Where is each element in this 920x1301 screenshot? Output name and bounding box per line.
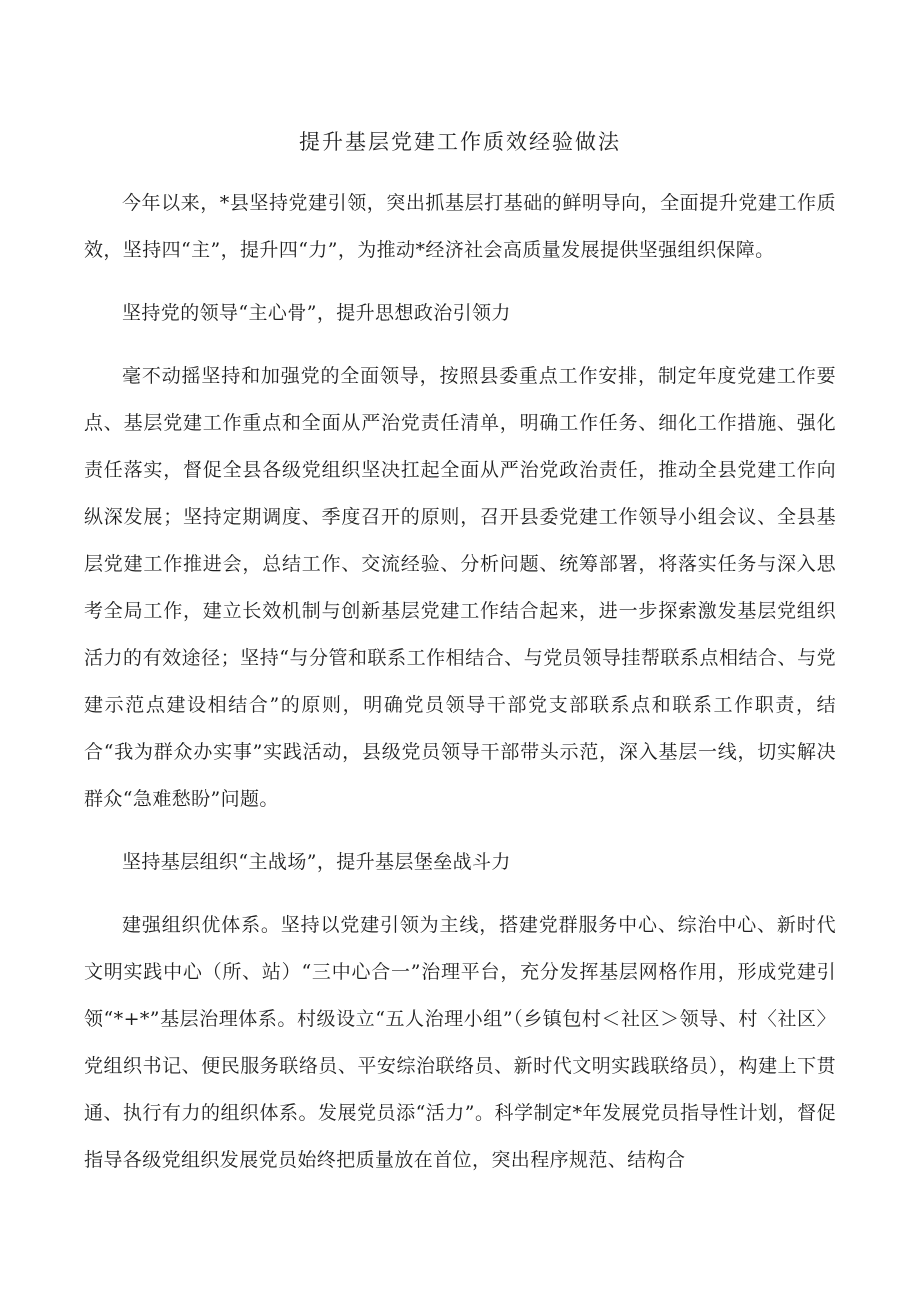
paragraph-section-1: 毫不动摇坚持和加强党的全面领导，按照县委重点工作安排，制定年度党建工作要点、基层党建工作重点和全面从严治党责任清单，明确工作任务、细化工作措施、强化责任落实，督促全县各级党组织坚决扛起全面从严治党政治责任，推动全县党建工作向纵深发展；坚持定期调度、季度召开的原则，召开县委党建工作领导小组会议、全县基层党建工作推进会，总结工作、交流经验、分析问题、统筹部署，将落实任务与深入思考全局工作，建立长效机制与创新基层党建工作结合起来，进一步探索激发基层党组织活力的有效途径；坚持“与分管和联系工作相结合、与党员领导挂帮联系点相结合、与党建示范点建设相结合”的原则，明确党员领导干部党支部联系点和联系工作职责，结合“我为群众办实事”实践活动，县级党员领导干部带头示范，深入基层一线，切实解决群众“急难愁盼”问题。 — [84, 365, 836, 810]
paragraph-intro: 今年以来，*县坚持党建引领，突出抓基层打基础的鲜明导向，全面提升党建工作质效，坚持四“主”，提升四“力”，为推动*经济社会高质量发展提供坚强组织保障。 — [84, 192, 836, 261]
document-body — [84, 180, 836, 1184]
document-title: 提升基层党建工作质效经验做法 — [299, 130, 621, 154]
section-heading-2: 坚持基层组织“主战场”，提升基层堡垒战斗力 — [122, 851, 511, 873]
section-heading-1: 坚持党的领导“主心骨”，提升思想政治引领力 — [122, 302, 511, 324]
paragraph-section-2: 建强组织优体系。坚持以党建引领为主线，搭建党群服务中心、综治中心、新时代文明实践中心（所、站）“三中心合一”治理平台，充分发挥基层网格作用，形成党建引领“*+*”基层治理体系。村级设立“五人治理小组”（乡镇包村＜社区＞领导、村〈社区〉党组织书记、便民服务联络员、平安综治联络员、新时代文明实践联络员），构建上下贯通、执行有力的组织体系。发展党员添“活力”。科学制定*年发展党员指导性计划，督促指导各级党组织发展党员始终把质量放在首位，突出程序规范、结构合 — [84, 914, 836, 1171]
